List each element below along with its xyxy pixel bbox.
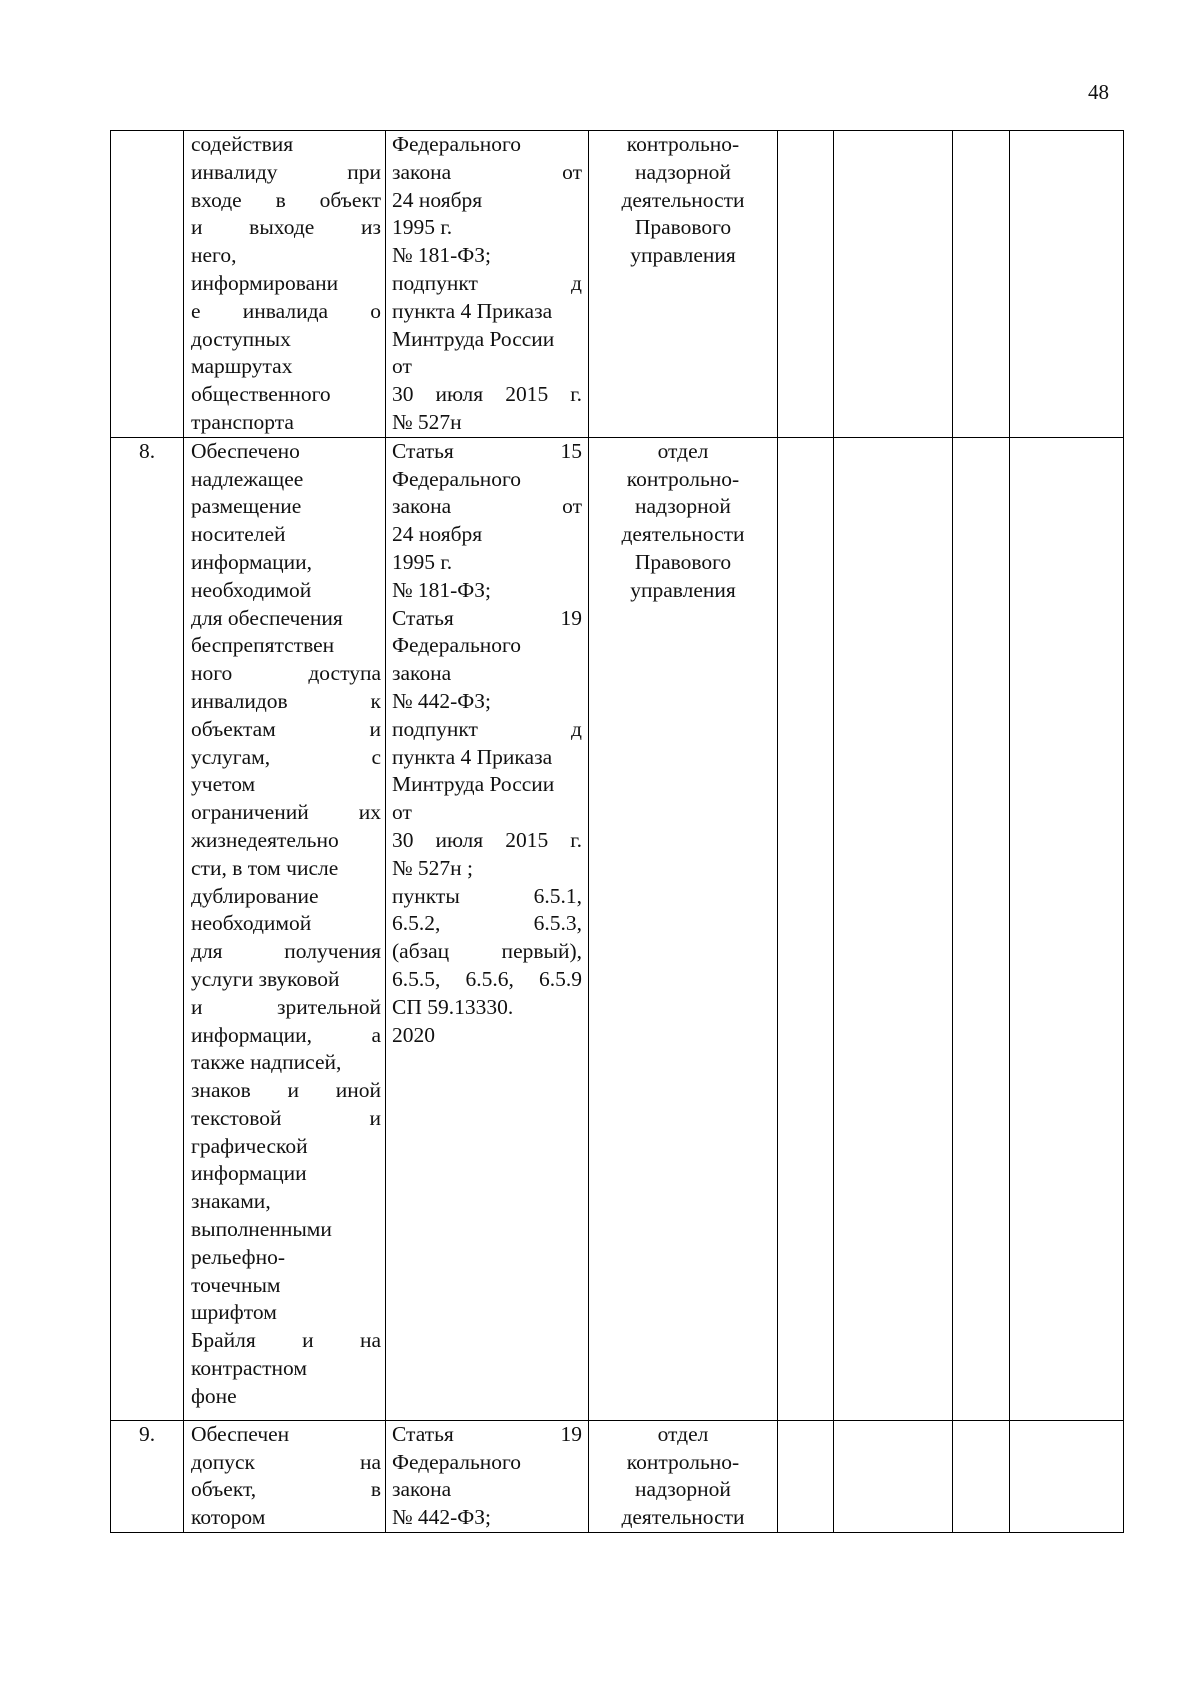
text-line: закона от: [392, 159, 582, 184]
text-line: пункта 4 Приказа: [392, 298, 553, 323]
text-line: закона: [392, 1477, 452, 1502]
text-line: инвалиду при: [191, 159, 381, 184]
text-line: информации: [191, 1161, 307, 1186]
text-line: 30 июля 2015 г.: [392, 827, 582, 852]
empty-cell: [778, 1420, 834, 1532]
text-line: 1995 г.: [392, 215, 453, 240]
text-line: Правового: [634, 549, 732, 574]
text-line: транспорта: [191, 409, 294, 434]
empty-cell: [953, 437, 1010, 1420]
text-line: услугам, с: [191, 744, 381, 769]
text-line: 24 ноября: [392, 187, 483, 212]
text-line: маршрутах: [191, 354, 293, 379]
text-line: размещение: [191, 494, 302, 519]
table-row: [111, 131, 1124, 438]
text-line: деятельности: [621, 522, 745, 547]
text-line: точечным: [191, 1272, 281, 1297]
requirement-cell: [184, 1420, 386, 1532]
legal-basis-cell: [386, 131, 589, 438]
text-line: фоне: [191, 1383, 237, 1408]
text-line: управления: [630, 577, 736, 602]
text-line: надзорной: [635, 494, 731, 519]
text-line: подпункт д: [392, 270, 582, 295]
empty-cell: [1010, 131, 1124, 438]
text-line: 6.5.2, 6.5.3,: [392, 911, 582, 936]
row-number-cell: 8.: [111, 437, 184, 1420]
legal-basis-cell: [386, 1420, 589, 1532]
text-line: закона: [392, 661, 452, 686]
text-line: 24 ноября: [392, 522, 483, 547]
text-line: объектам и: [191, 716, 381, 741]
row-number-cell: [111, 131, 184, 438]
checklist-table: [110, 130, 1124, 1533]
responsible-cell: [589, 437, 778, 1420]
text-line: рельефно-: [191, 1244, 285, 1269]
text-line: 30 июля 2015 г.: [392, 382, 582, 407]
text-line: № 527н: [392, 409, 462, 434]
text-line: также надписей,: [191, 1050, 342, 1075]
text-line: выполненными: [191, 1217, 332, 1242]
empty-cell: [834, 437, 953, 1420]
text-line: отдел: [657, 1421, 709, 1446]
text-line: дублирование: [191, 883, 319, 908]
text-line: информации,: [191, 549, 313, 574]
text-line: для обеспечения: [191, 605, 343, 630]
text-line: № 442-ФЗ;: [392, 688, 492, 713]
text-line: Статья 19: [392, 1421, 582, 1446]
text-line: контрольно-: [626, 1449, 740, 1474]
text-line: 1995 г.: [392, 549, 453, 574]
text-line: и выходе из: [191, 215, 381, 240]
text-line: Федерального: [392, 1449, 522, 1474]
text-line: допуск на: [191, 1449, 381, 1474]
text-line: № 181-ФЗ;: [392, 243, 492, 268]
text-line: необходимой: [191, 577, 312, 602]
text-line: закона от: [392, 494, 582, 519]
text-line: № 181-ФЗ;: [392, 577, 492, 602]
empty-cell: [1010, 1420, 1124, 1532]
text-line: информации, а: [191, 1022, 381, 1047]
text-line: Статья 19: [392, 605, 582, 630]
text-line: Минтруда России: [392, 772, 555, 797]
empty-cell: [953, 131, 1010, 438]
text-line: учетом: [191, 772, 256, 797]
text-line: СП 59.13330.: [392, 994, 514, 1019]
text-line: деятельности: [621, 187, 745, 212]
requirement-cell: [184, 131, 386, 438]
empty-cell: [834, 1420, 953, 1532]
text-line: контрольно-: [626, 132, 740, 156]
responsible-cell: [589, 1420, 778, 1532]
text-line: содействия: [191, 132, 294, 156]
text-line: для получения: [191, 939, 381, 964]
text-line: сти, в том числе: [191, 855, 339, 880]
text-line: текстовой и: [191, 1105, 381, 1130]
legal-basis-cell: [386, 437, 589, 1420]
text-line: № 527н ;: [392, 855, 473, 880]
text-line: Федерального: [392, 633, 522, 658]
requirement-cell: [184, 437, 386, 1420]
text-line: Обеспечено: [191, 438, 300, 463]
text-line: Статья 15: [392, 438, 582, 463]
text-line: графической: [191, 1133, 308, 1158]
text-line: надзорной: [635, 159, 731, 184]
text-line: жизнедеятельно: [191, 827, 339, 852]
text-line: Брайля и на: [191, 1328, 381, 1353]
text-line: подпункт д: [392, 716, 582, 741]
text-line: общественного: [191, 382, 331, 407]
text-line: Правового: [634, 215, 732, 240]
text-line: доступных: [191, 326, 291, 351]
text-line: услуги звуковой: [191, 966, 340, 991]
text-line: входе в объект: [191, 187, 381, 212]
text-line: контрастном: [191, 1356, 307, 1381]
text-line: инвалидов к: [191, 688, 381, 713]
text-line: Федерального: [392, 132, 522, 156]
text-line: Федерального: [392, 466, 522, 491]
text-line: знаков и иной: [191, 1078, 381, 1103]
text-line: ного доступа: [191, 661, 381, 686]
text-line: надзорной: [635, 1477, 731, 1502]
text-line: Минтруда России: [392, 326, 555, 351]
text-line: № 442-ФЗ;: [392, 1505, 492, 1530]
text-line: информировани: [191, 270, 339, 295]
text-line: необходимой: [191, 911, 312, 936]
table-row: [111, 1420, 1124, 1532]
empty-cell: [778, 437, 834, 1420]
empty-cell: [953, 1420, 1010, 1532]
table-row: [111, 437, 1124, 1420]
text-line: Обеспечен: [191, 1421, 290, 1446]
empty-cell: [778, 131, 834, 438]
text-line: пункта 4 Приказа: [392, 744, 553, 769]
text-line: пункты 6.5.1,: [392, 883, 582, 908]
text-line: шрифтом: [191, 1300, 277, 1325]
text-line: надлежащее: [191, 466, 304, 491]
text-line: (абзац первый),: [392, 939, 582, 964]
empty-cell: [834, 131, 953, 438]
text-line: от: [392, 354, 412, 379]
text-line: ограничений их: [191, 800, 381, 825]
text-line: управления: [630, 243, 736, 268]
text-line: него,: [191, 243, 237, 268]
text-line: отдел: [657, 438, 709, 463]
text-line: 6.5.5, 6.5.6, 6.5.9: [392, 966, 582, 991]
text-line: объект, в: [191, 1477, 381, 1502]
text-line: 2020: [392, 1022, 435, 1047]
text-line: беспрепятствен: [191, 633, 335, 658]
text-line: от: [392, 800, 412, 825]
text-line: носителей: [191, 522, 286, 547]
text-line: котором: [191, 1505, 266, 1530]
responsible-cell: [589, 131, 778, 438]
text-line: знаками,: [191, 1189, 271, 1214]
text-line: деятельности: [621, 1505, 745, 1530]
empty-cell: [1010, 437, 1124, 1420]
text-line: контрольно-: [626, 466, 740, 491]
row-number-cell: 9.: [111, 1420, 184, 1532]
text-line: е инвалида о: [191, 298, 381, 323]
page-number: 48: [1088, 80, 1109, 104]
text-line: и зрительной: [191, 994, 381, 1019]
